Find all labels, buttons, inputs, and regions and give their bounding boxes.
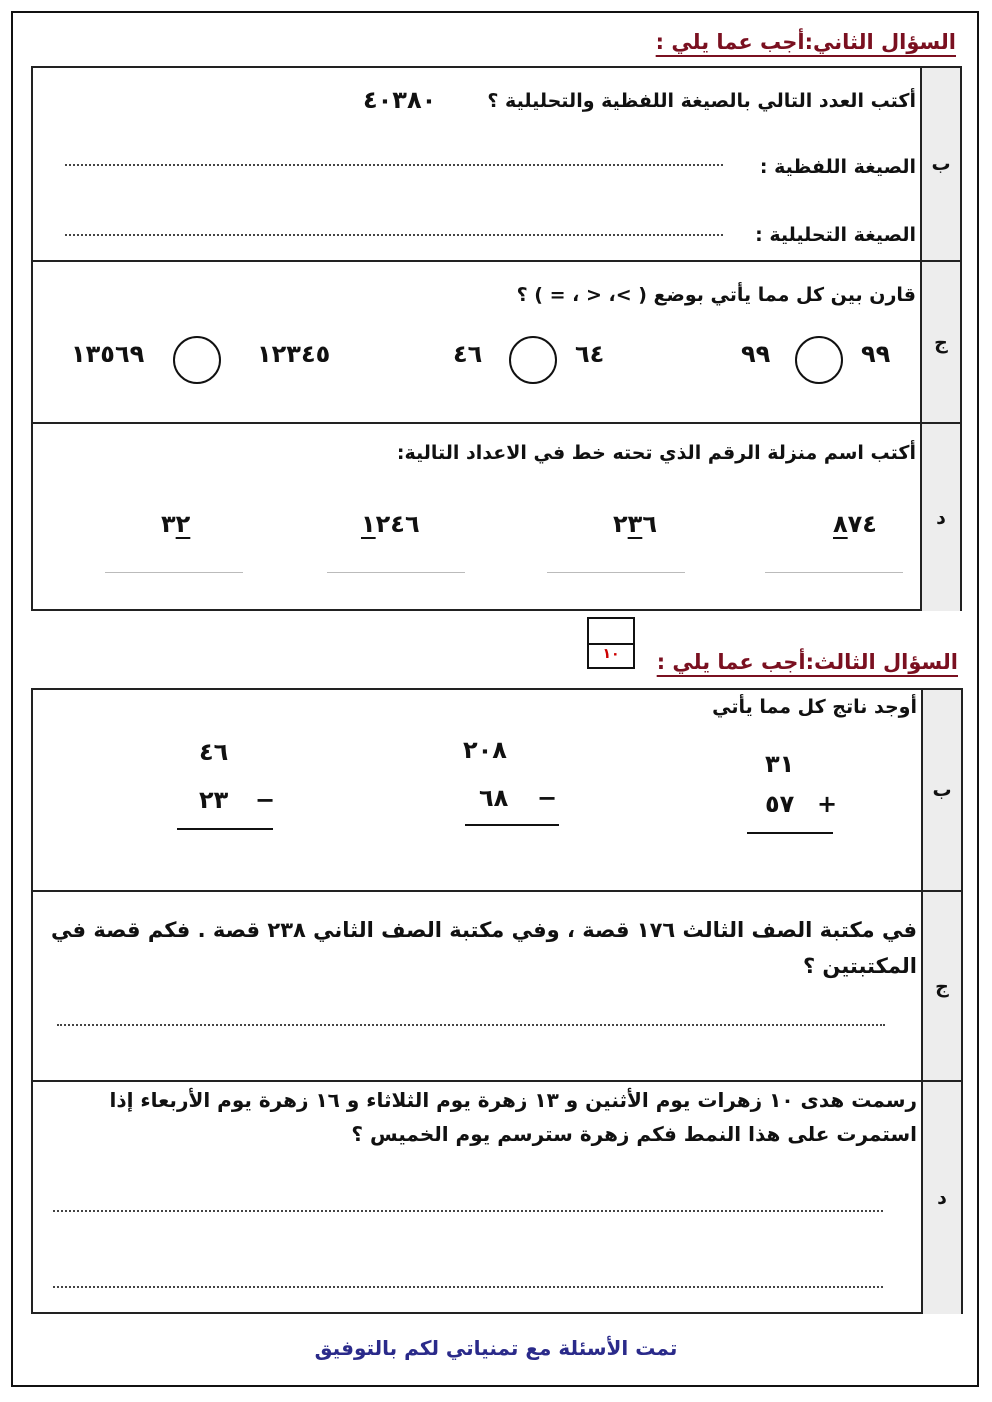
compare-3-right: ١٢٣٤٥ — [257, 340, 331, 368]
q2-b-prompt: أكتب العدد التالي بالصيغة اللفظية والتحليلية ؟ — [487, 90, 916, 112]
q2-c-prompt: قارن بين كل مما يأتي بوضع ( >، < ، = ) ؟ — [516, 284, 916, 306]
underlined-digit: ٢ — [175, 510, 191, 538]
op1-sign: + — [817, 790, 839, 818]
underlined-digit: ٨ — [833, 510, 848, 538]
q3-row-d — [33, 1080, 961, 1314]
q3-d-line1: رسمت هدى ١٠ زهرات يوم الأثنين و ١٣ زهرة يوم الثلاثاء و ١٦ زهرة يوم الأربعاء إذا — [109, 1088, 917, 1112]
q2-d-prompt: أكتب اسم منزلة الرقم الذي تحته خط في الاعداد التالية: — [396, 442, 916, 464]
place-answer-line-1[interactable] — [765, 572, 903, 573]
op2-answer-rule — [465, 824, 559, 826]
q3-c-line1: في مكتبة الصف الثالث ١٧٦ قصة ، وفي مكتبة الصف الثاني ٢٣٨ قصة . فكم قصة في — [51, 918, 917, 942]
row-letter: ب — [921, 690, 961, 890]
op2-top: ٢٠٨ — [463, 736, 507, 764]
op1-top: ٣١ — [765, 750, 795, 778]
compare-2-right: ٦٤ — [575, 340, 605, 368]
q2-b-number: ٤٠٣٨٠ — [363, 86, 437, 114]
place-number-4: ٣٢ — [161, 510, 191, 538]
q3-d-answer-line-1[interactable] — [53, 1210, 883, 1212]
op1-answer-rule — [747, 832, 833, 834]
op2-sign: − — [537, 784, 559, 812]
q3-c-line2: المكتبتين ؟ — [802, 954, 917, 978]
row-letter: ج — [921, 892, 961, 1082]
expanded-form-label: الصيغة التحليلية : — [755, 224, 916, 246]
place-answer-line-3[interactable] — [327, 572, 465, 573]
compare-2-left: ٤٦ — [453, 340, 483, 368]
op3-sign: − — [255, 786, 277, 814]
compare-3-left: ١٣٥٦٩ — [71, 340, 145, 368]
q2-row-d — [33, 422, 960, 611]
score-value: ١٠ — [602, 646, 620, 662]
underlined-digit: ٣ — [627, 510, 643, 538]
place-number-2: ٢٣٦ — [613, 510, 657, 538]
row-letter: د — [921, 1082, 961, 1314]
row-letter: ب — [920, 68, 960, 260]
q2-row-c — [33, 260, 960, 424]
op2-bottom: ٦٨ — [479, 784, 509, 812]
verbal-form-label: الصيغة اللفظية : — [759, 156, 916, 178]
closing-message: تمت الأسئلة مع تمنياتي لكم بالتوفيق — [314, 1336, 678, 1360]
q2-table — [31, 66, 962, 611]
op1-bottom: ٥٧ — [765, 790, 795, 818]
compare-3-circle[interactable] — [173, 336, 221, 384]
q3-row-c — [33, 890, 961, 1082]
q3-heading: السؤال الثالث:أجب عما يلي : — [656, 650, 958, 674]
compare-2-circle[interactable] — [509, 336, 557, 384]
place-answer-line-4[interactable] — [105, 572, 243, 573]
row-letter: د — [920, 424, 960, 611]
q3-c-answer-line[interactable] — [57, 1024, 885, 1026]
score-box — [587, 617, 635, 669]
op3-answer-rule — [177, 828, 273, 830]
row-letter: ج — [920, 262, 960, 424]
verbal-answer-line[interactable] — [65, 164, 723, 166]
expanded-answer-line[interactable] — [65, 234, 723, 236]
place-number-3: ١٢٤٦ — [361, 510, 420, 538]
q3-row-b — [33, 690, 961, 890]
q3-d-answer-line-2[interactable] — [53, 1286, 883, 1288]
compare-1-right: ٩٩ — [861, 340, 891, 368]
q3-d-line2: استمرت على هذا النمط فكم زهرة سترسم يوم الخميس ؟ — [351, 1122, 917, 1146]
q2-row-b — [33, 68, 960, 260]
compare-1-circle[interactable] — [795, 336, 843, 384]
q2-heading: السؤال الثاني:أجب عما يلي : — [655, 30, 956, 54]
compare-1-left: ٩٩ — [741, 340, 771, 368]
op3-bottom: ٢٣ — [199, 786, 229, 814]
q3-b-prompt: أوجد ناتج كل مما يأتي — [712, 696, 917, 718]
place-answer-line-2[interactable] — [547, 572, 685, 573]
place-number-1: ٨٧٤ — [833, 510, 877, 538]
q3-table — [31, 688, 963, 1314]
op3-top: ٤٦ — [199, 738, 229, 766]
underlined-digit: ١ — [361, 510, 376, 538]
